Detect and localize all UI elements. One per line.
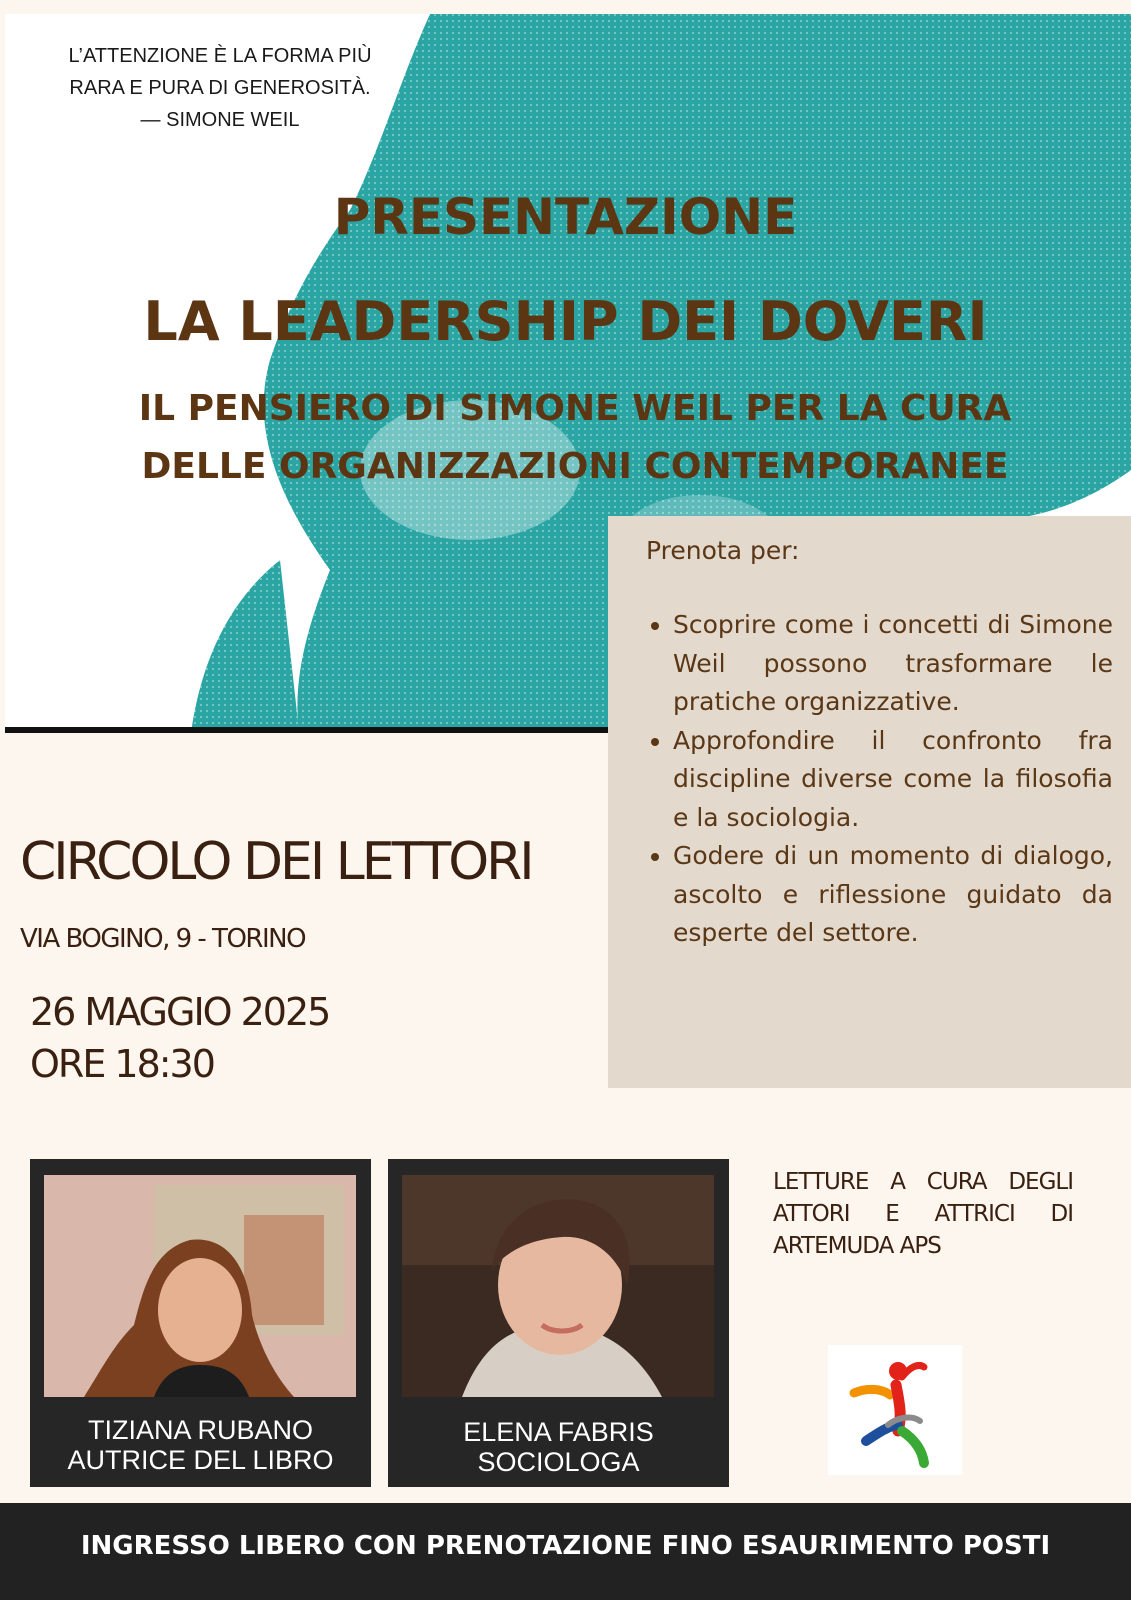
readings-note: LETTURE A CURA DEGLI ATTORI E ATTRICI DI ARTEMUDA APS	[773, 1169, 1073, 1259]
event-datetime	[30, 986, 329, 1090]
speaker-name-fabris: ELENA FABRIS	[463, 1417, 654, 1447]
booking-box	[608, 516, 1131, 1088]
venue-address: VIA BOGINO, 9 - TORINO	[20, 924, 306, 954]
book-subtitle	[110, 380, 1040, 496]
booking-item: • Scoprire come i concetti di Simone Weil possono trasformare le pratiche organizzative.	[673, 606, 1113, 722]
speaker-card-fabris	[388, 1159, 729, 1487]
speaker-name-rubano: TIZIANA RUBANO	[87, 1415, 314, 1445]
quote-line-2: RARA E PURA DI GENEROSITÀ.	[69, 77, 371, 99]
event-time: ORE 18:30	[30, 1042, 214, 1086]
quote-author: — SIMONE WEIL	[140, 109, 300, 131]
event-date: 26 MAGGIO 2025	[30, 990, 330, 1034]
booking-item: • Godere di un momento di dialogo, ascolto e riflessione guidato da esperte del settore.	[673, 837, 1113, 953]
subtitle-line-1: IL PENSIERO DI SIMONE WEIL PER LA CURA	[138, 388, 1012, 429]
artemuda-logo	[828, 1345, 962, 1475]
speaker-role-rubano: AUTRICE DEL LIBRO	[67, 1445, 334, 1475]
presentation-label: PRESENTAZIONE	[333, 188, 798, 246]
quote-line-1: L’ATTENZIONE È LA FORMA PIÙ	[68, 45, 372, 67]
booking-title: Prenota per:	[646, 536, 800, 565]
booking-item: • Approfondire il confronto fra discipline diverse come la filosofia e la sociologia.	[673, 722, 1113, 838]
hero-divider	[5, 727, 609, 733]
speaker-photo-rubano	[44, 1175, 356, 1397]
booking-list	[645, 606, 1113, 953]
footer-text: INGRESSO LIBERO CON PRENOTAZIONE FINO ESAURIMENTO POSTI	[80, 1531, 1051, 1561]
subtitle-line-2: DELLE ORGANIZZAZIONI CONTEMPORANEE	[141, 446, 1009, 487]
footer-bar	[0, 1503, 1131, 1600]
book-title: LA LEADERSHIP DEI DOVERI	[143, 290, 988, 353]
quote	[30, 40, 410, 136]
venue-name: CIRCOLO DEI LETTORI	[20, 832, 532, 892]
speaker-photo-fabris	[402, 1175, 714, 1397]
speaker-card-rubano	[30, 1159, 371, 1487]
speaker-role-fabris: SOCIOLOGA	[477, 1447, 640, 1477]
